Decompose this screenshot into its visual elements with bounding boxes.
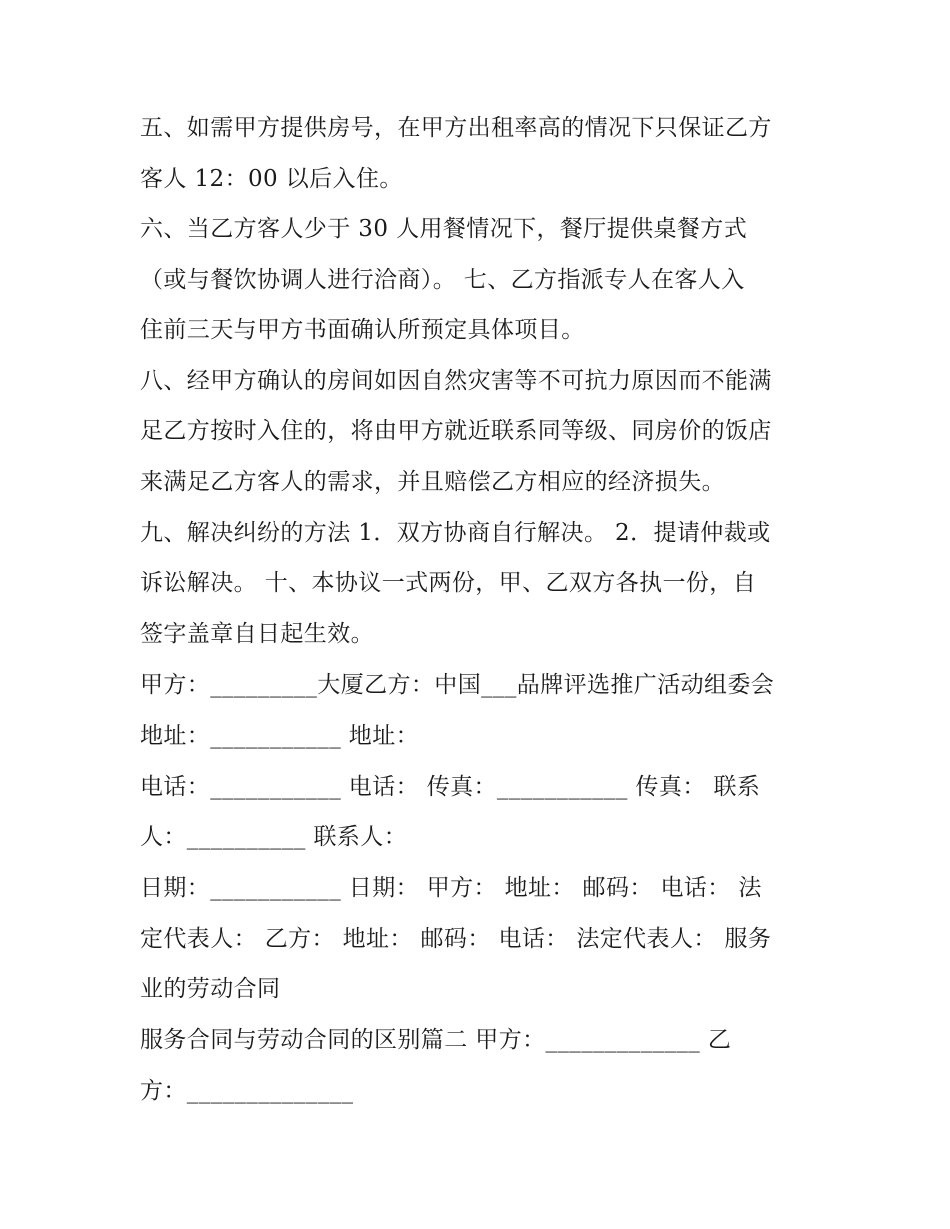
text-line: 定代表人： 乙方： 地址： 邮码： 电话： 法定代表人： 服务 [140, 926, 772, 952]
text-line: 九、解决纠纷的方法 1．双方协商自行解决。 2．提请仲裁或 [140, 520, 771, 546]
text-line: 甲方：_________大厦乙方：中国___品牌评选推广活动组委会 [140, 672, 775, 698]
text-line: 业的劳动合同 [140, 976, 281, 1002]
text-line: 诉讼解决。 十、本协议一式两份，甲、乙双方各执一份，自 [140, 570, 757, 596]
text-line: 签字盖章自日起生效。 [140, 621, 374, 647]
text-line: （或与餐饮协调人进行洽商）。 七、乙方指派专人在客人入 [140, 267, 745, 293]
text-line: 六、当乙方客人少于 30 人用餐情况下，餐厅提供桌餐方式 [140, 216, 748, 242]
text-line: 五、如需甲方提供房号，在甲方出租率高的情况下只保证乙方 [140, 115, 772, 141]
text-line: 电话：___________ 电话： 传真：___________ 传真： 联系 [140, 774, 761, 800]
text-line: 客人 12：00 以后入住。 [140, 166, 403, 192]
text-line: 服务合同与劳动合同的区别篇二 甲方：_____________ 乙 [140, 1027, 732, 1053]
text-line: 来满足乙方客人的需求，并且赔偿乙方相应的经济损失。 [140, 469, 725, 495]
text-line: 八、经甲方确认的房间如因自然灾害等不可抗力原因而不能满 [140, 368, 772, 394]
text-line: 住前三天与甲方书面确认所预定具体项目。 [140, 317, 585, 343]
text-line: 方：______________ [140, 1078, 354, 1104]
text-line: 足乙方按时入住的，将由甲方就近联系同等级、同房价的饭店 [140, 418, 772, 444]
text-line: 日期：___________ 日期： 甲方： 地址： 邮码： 电话： 法 [140, 875, 762, 901]
text-line: 人：__________ 联系人： [140, 824, 408, 850]
text-line: 地址：___________ 地址： [140, 723, 420, 749]
